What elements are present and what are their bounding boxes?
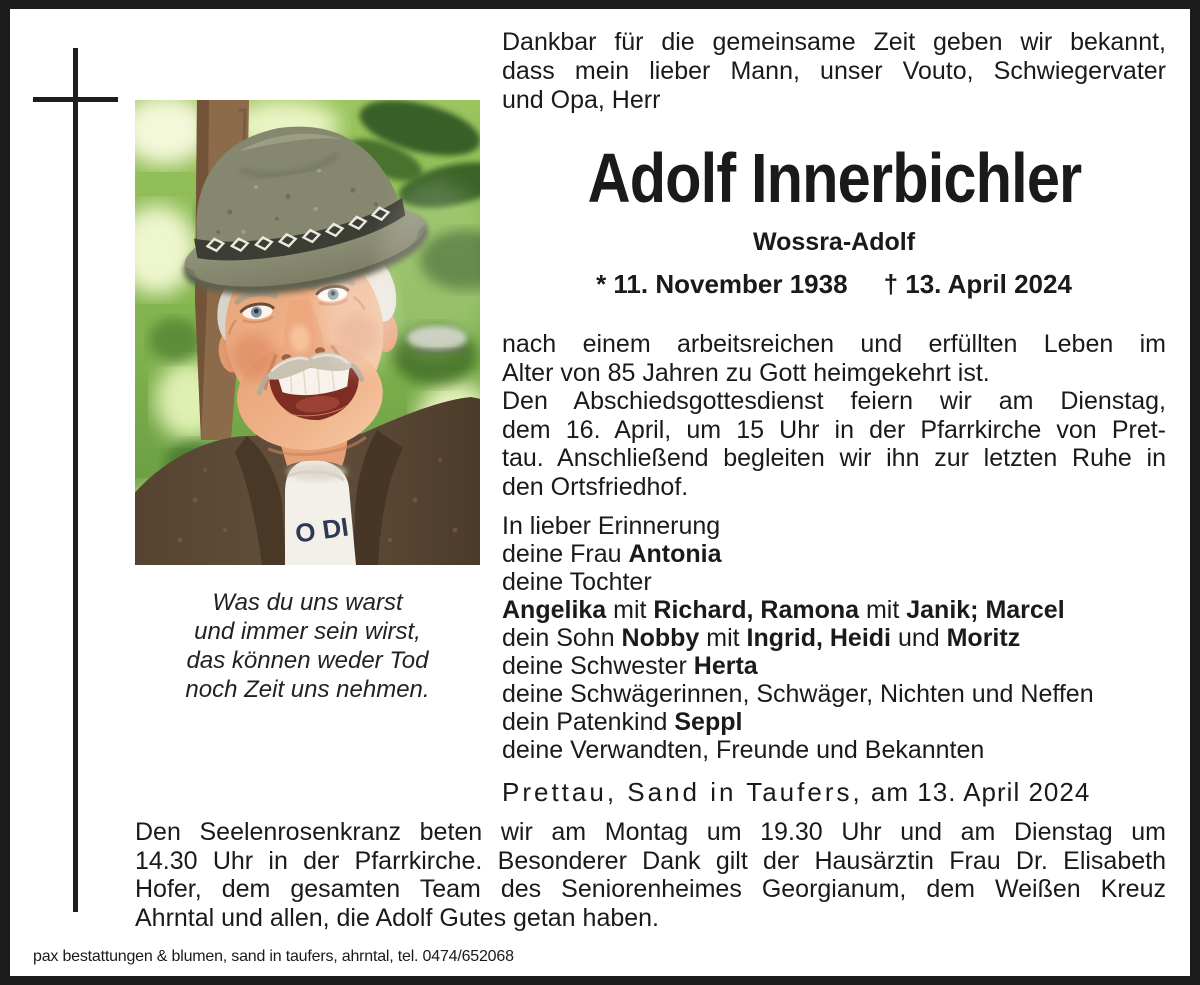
death-date: † 13. April 2024 xyxy=(883,269,1072,299)
notice-line: Hofer, dem gesamten Team des Seniorenheimes Georgianum, dem Weißen Kreuz xyxy=(135,875,1166,903)
body-line: Den Abschiedsgottesdienst feiern wir am Dienstag, xyxy=(502,387,1166,415)
notice-line: Ahrntal und allen, die Adolf Gutes getan haben. xyxy=(135,903,659,932)
mourners-line xyxy=(502,568,1166,596)
mourners-line xyxy=(502,736,1166,764)
text-segment: mit xyxy=(859,596,907,624)
mourners-line xyxy=(502,708,1166,736)
mourners-line xyxy=(502,624,1166,652)
mourners-line xyxy=(502,540,1166,568)
mourners-line xyxy=(502,596,1166,624)
cross-horizontal-beam xyxy=(33,97,118,102)
body-line: tau. Anschließend begleiten wir ihn zur letzten Ruhe in xyxy=(502,444,1166,472)
text-segment: Herta xyxy=(693,652,758,680)
funeral-home-footer: pax bestattungen & blumen, sand in taufers, ahrntal, tel. 0474/652068 xyxy=(33,948,514,965)
place-text: Prettau, Sand in Taufers, xyxy=(502,777,863,807)
deceased-name-heading xyxy=(502,139,1166,230)
text-segment: Moritz xyxy=(946,624,1021,652)
quote-line: noch Zeit uns nehmen. xyxy=(185,676,430,703)
intro-line: und Opa, Herr xyxy=(502,86,661,114)
text-segment: Angelika xyxy=(502,596,607,624)
mourners-line xyxy=(502,512,1166,540)
quote-line: Was du uns warst xyxy=(212,589,403,616)
portrait-photo xyxy=(135,100,480,565)
text-segment: Nobby xyxy=(621,624,700,652)
text-segment: mit xyxy=(699,624,747,652)
text-segment: Janik; Marcel xyxy=(906,596,1065,624)
text-segment: deine Verwandten, Freunde und Bekannten xyxy=(502,736,985,764)
intro-line: Dankbar für die gemeinsame Zeit geben wir bekannt, xyxy=(502,28,1166,56)
body-line: den Ortsfriedhof. xyxy=(502,472,689,501)
date-text: am 13. April 2024 xyxy=(862,777,1091,807)
text-segment: In lieber Erinnerung xyxy=(502,512,721,540)
mourners-line xyxy=(502,680,1166,708)
rosary-notice-paragraph xyxy=(135,818,1166,932)
quote-line: das können weder Tod xyxy=(186,647,429,674)
deceased-nickname: Wossra-Adolf xyxy=(752,228,916,256)
life-dates xyxy=(502,270,1166,299)
text-segment: deine Schwester xyxy=(502,652,694,680)
text-segment: Seppl xyxy=(674,708,743,736)
quote-line: und immer sein wirst, xyxy=(194,618,421,645)
body-line: dem 16. April, um 15 Uhr in der Pfarrkirche von Pret- xyxy=(502,415,1166,444)
body-line: Alter von 85 Jahren zu Gott heimgekehrt ist. xyxy=(502,358,990,387)
announcement-paragraph xyxy=(502,330,1166,501)
birth-date: * 11. November 1938 xyxy=(596,269,848,299)
intro-paragraph xyxy=(502,28,1166,115)
tshirt-print-text: O DI xyxy=(293,511,351,549)
mourners-line xyxy=(502,652,1166,680)
body-line: nach einem arbeitsreichen und erfüllten Leben im xyxy=(502,330,1166,358)
notice-line: 14.30 Uhr in der Pfarrkirche. Besonderer Dank gilt der Hausärztin Frau Dr. Elisabeth xyxy=(135,846,1166,875)
portrait-photo-graphic xyxy=(135,100,480,565)
deceased-name: Adolf Innerbichler xyxy=(587,139,1081,217)
mourners-list xyxy=(502,512,1166,764)
text-segment: deine Schwägerinnen, Schwäger, Nichten und Neffen xyxy=(502,680,1094,708)
text-segment: und xyxy=(891,624,947,652)
intro-line: dass mein lieber Mann, unser Vouto, Schwiegervater xyxy=(502,57,1166,85)
text-segment: deine Frau xyxy=(502,540,629,568)
text-segment: Ingrid, Heidi xyxy=(746,624,891,652)
text-segment: Antonia xyxy=(628,540,722,568)
notice-line: Den Seelenrosenkranz beten wir am Montag um 19.30 Uhr und am Dienstag um xyxy=(135,818,1166,846)
cross-vertical-beam xyxy=(73,48,78,912)
text-segment: dein Sohn xyxy=(502,624,622,652)
text-segment: mit xyxy=(606,596,654,624)
text-segment: Richard, Ramona xyxy=(653,596,860,624)
memorial-quote xyxy=(135,588,480,704)
place-date-line xyxy=(502,778,1166,807)
text-segment: dein Patenkind xyxy=(502,708,675,736)
text-segment: deine Tochter xyxy=(502,568,652,596)
